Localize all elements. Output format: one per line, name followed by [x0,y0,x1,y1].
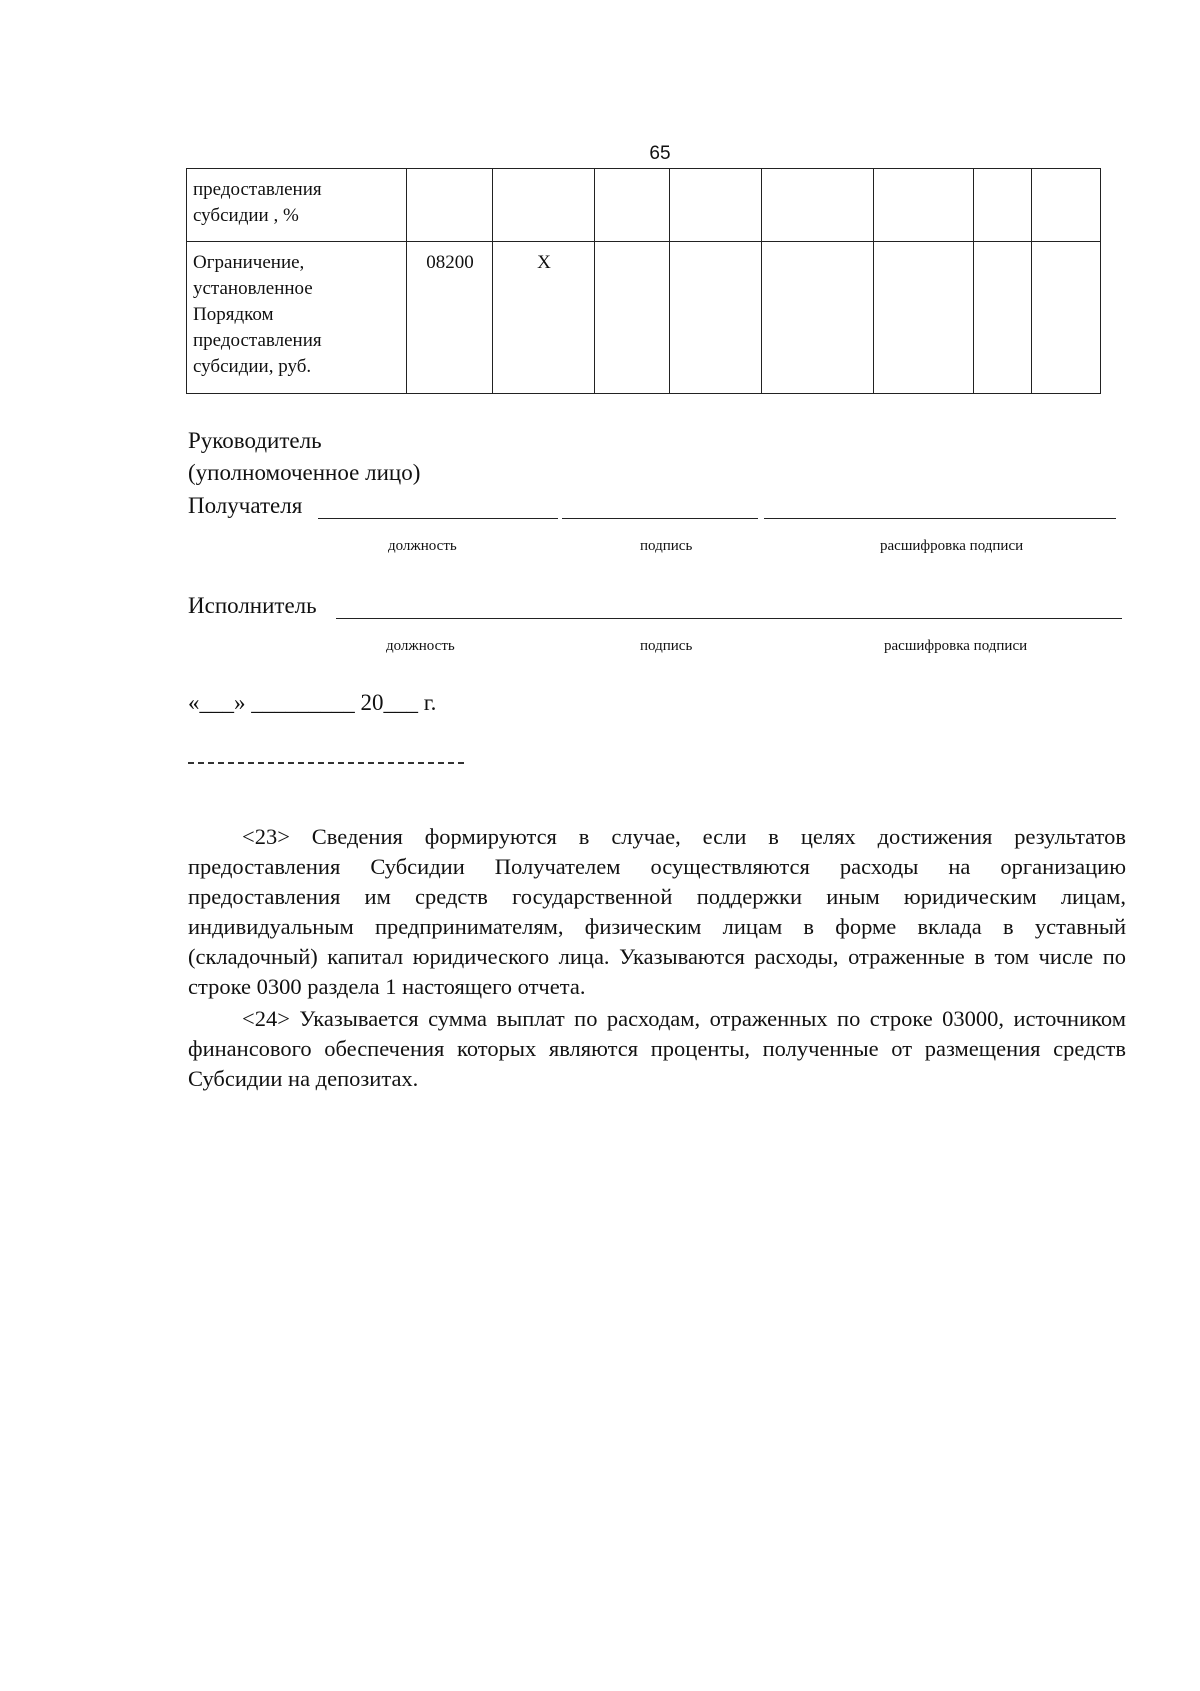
position-line [318,518,558,519]
table-cell [670,242,762,394]
label-line: предоставления [193,179,322,200]
row-code: 08200 [407,242,493,394]
table-row [187,169,1101,242]
date-line: «___» _________ 20___ г. [188,690,437,715]
footnote-separator [188,762,464,764]
table-cell [874,169,974,242]
transcript-caption: расшифровка подписи [880,538,1024,554]
label-line: субсидии, руб. [193,356,312,377]
head-title-line2: (уполномоченное лицо) [188,460,421,485]
label-line: предоставления [193,330,322,351]
page-number: 65 [649,143,671,164]
table-cell [670,169,762,242]
row-label [187,242,407,394]
head-title-line1: Руководитель [188,428,322,453]
label-line: субсидии , % [193,205,299,226]
table-cell [762,242,874,394]
table-cell [595,242,670,394]
table-cell [595,169,670,242]
position-caption: должность [388,538,457,554]
label-line: установленное [193,278,313,299]
head-title-line3: Получателя [188,493,303,518]
label-line: Ограничение, [193,252,305,273]
table-cell [1032,169,1101,242]
signature-caption: подпись [640,638,693,654]
table-cell [874,242,974,394]
footnote-24: <24> Указывается сумма выплат по расходам, отраженных по строке 03000, источником финансового обеспечения которых являются проценты, полученные от размещения средств Субсидии на депозитах. [188,1006,1126,1091]
table-cell [762,169,874,242]
row-label [187,169,407,242]
row-mark [493,169,595,242]
table-cell [974,169,1032,242]
table-cell [974,242,1032,394]
table-row [187,242,1101,394]
signature-transcript-line [764,518,1116,519]
table-cell [1032,242,1101,394]
label-line: Порядком [193,304,274,325]
position-caption: должность [386,638,455,654]
transcript-caption: расшифровка подписи [884,638,1028,654]
executor-label: Исполнитель [188,593,317,618]
row-mark: X [493,242,595,394]
report-table [186,168,1101,394]
executor-line [336,618,1122,619]
signature-line [562,518,758,519]
footnote-23: <23> Сведения формируются в случае, если в целях достижения результатов предоставления Субсидии Получателем осуществляются расходы на организацию предоставления им средств государственной поддержки иным юридическим лицам, индивидуальным предпринимателям, физическим лицам в форме вклада в уставный (складочный) капитал юридического лица. Указываются расходы, отраженные в том числе по строке 0300 раздела 1 настоящего отчета. [188,824,1126,999]
signature-caption: подпись [640,538,693,554]
row-code [407,169,493,242]
